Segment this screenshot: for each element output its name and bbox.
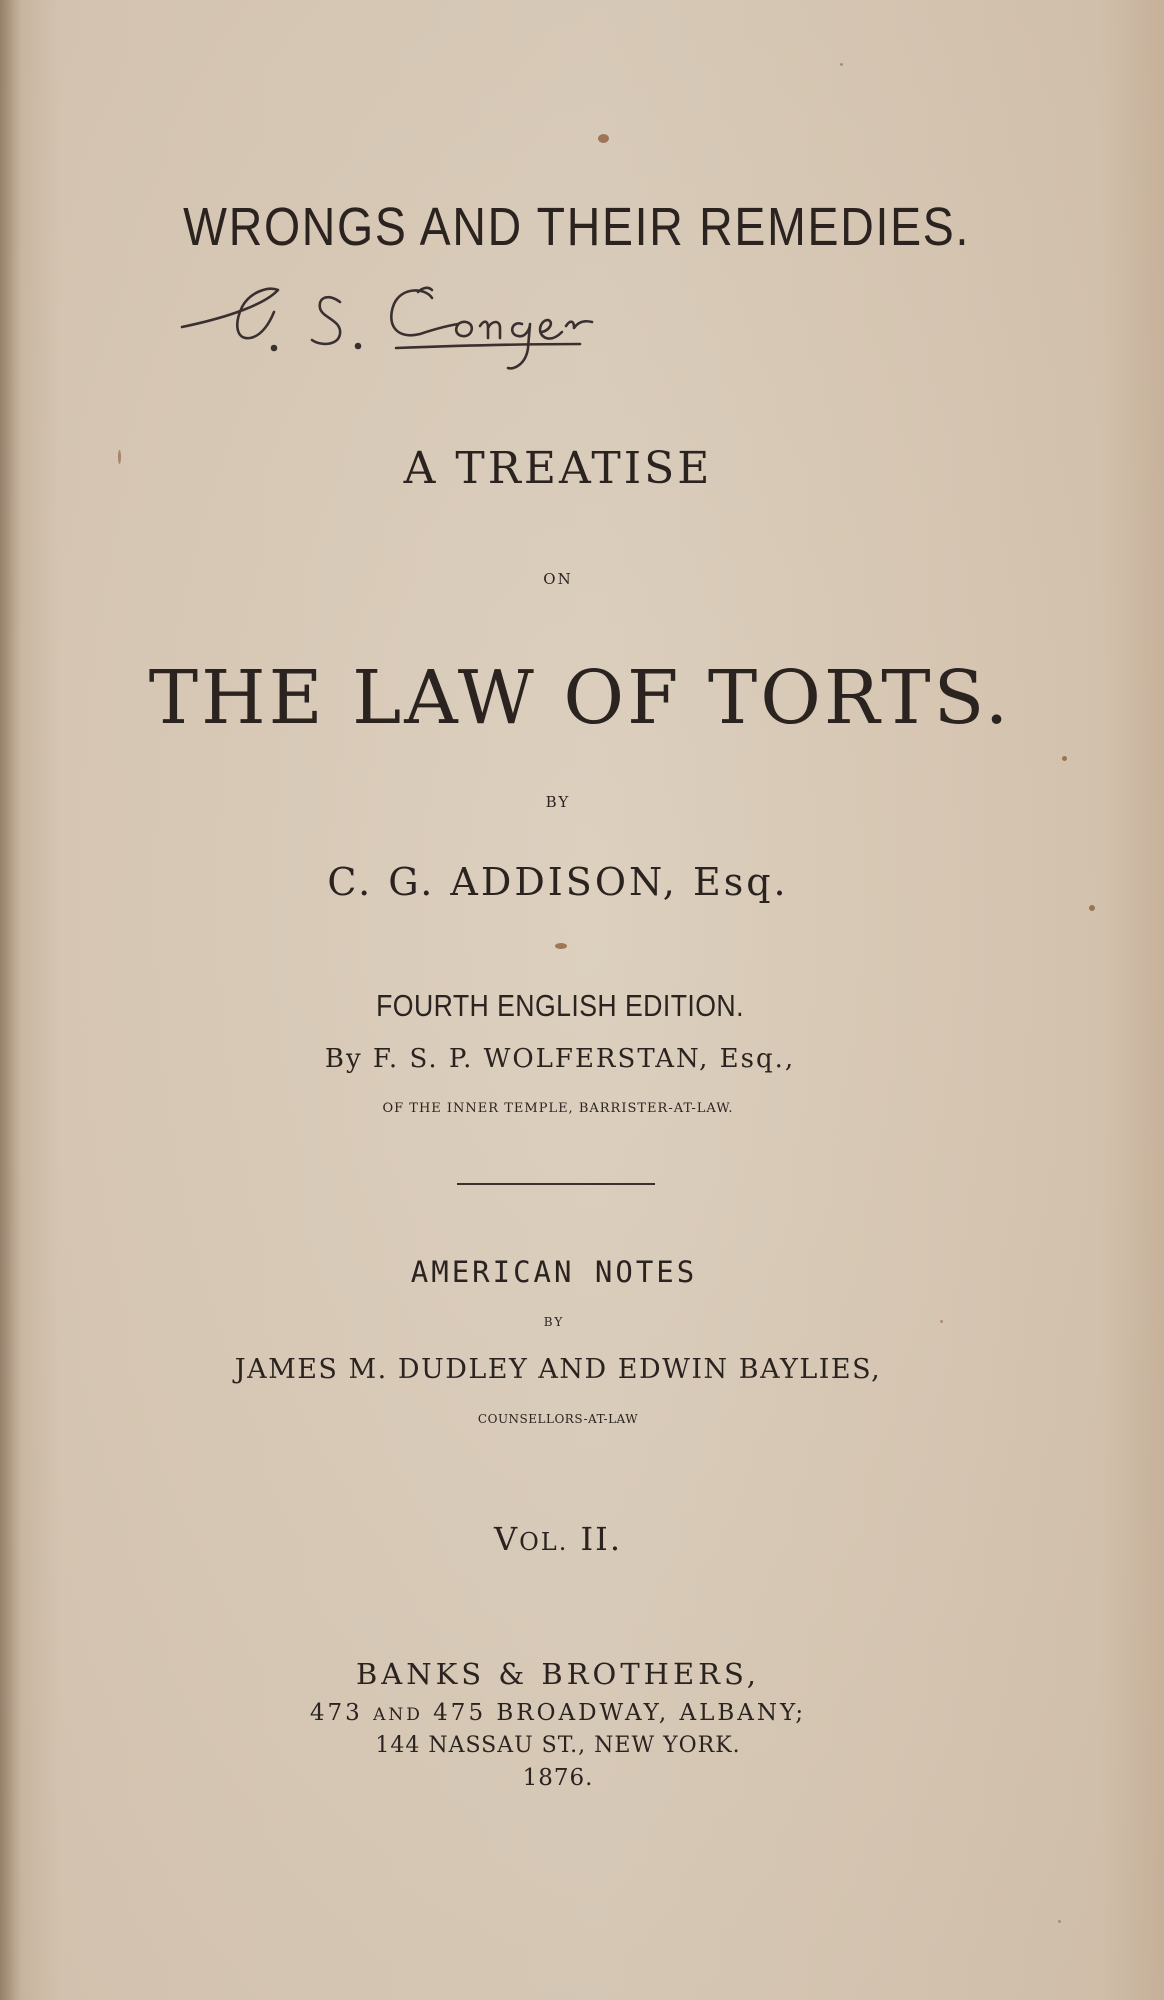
paper-fleck: [1089, 905, 1095, 911]
edition-line: FOURTH ENGLISH EDITION.: [376, 988, 744, 1023]
notes-heading: AMERICAN NOTES: [410, 1255, 698, 1289]
editor-name: F. S. P. WOLFERSTAN,: [372, 1044, 710, 1074]
editor-suffix: Esq.,: [719, 1044, 796, 1074]
address-number: 473: [309, 1700, 363, 1726]
address-rest: 475 BROADWAY, ALBANY;: [433, 1700, 807, 1726]
volume-prefix: V: [494, 1520, 520, 1558]
volume-suffix: OL.: [519, 1528, 569, 1556]
editor-by: By: [324, 1044, 363, 1074]
publisher-name: BANKS & BROTHERS,: [355, 1657, 761, 1691]
paper-fleck: [598, 134, 609, 143]
divider-rule: [457, 1183, 655, 1185]
editor-line: [0, 1044, 1142, 1074]
volume-line: [0, 1520, 1140, 1558]
notes-authors-title: COUNSELLORS-AT-LAW: [477, 1412, 639, 1426]
on-label: ON: [543, 570, 573, 588]
treatise-heading: A TREATISE: [403, 443, 713, 494]
address-and: AND: [373, 1705, 423, 1725]
paper-fleck: [555, 943, 567, 949]
editor-affiliation: OF THE INNER TEMPLE, BARRISTER-AT-LAW.: [382, 1101, 734, 1116]
paper-fleck: [1062, 756, 1067, 761]
handwritten-signature: [170, 262, 710, 382]
paper-fleck: [940, 1320, 943, 1323]
volume-number: II.: [580, 1520, 622, 1558]
series-title: WRONGS AND THEIR REMEDIES.: [183, 197, 971, 257]
publication-year: 1876.: [522, 1765, 594, 1791]
publisher-address-2: 144 NASSAU ST., NEW YORK.: [375, 1733, 741, 1758]
notes-by-label: BY: [543, 1315, 565, 1329]
by-label: BY: [545, 793, 571, 811]
paper-fleck: [840, 63, 843, 66]
main-title: THE LAW OF TORTS.: [148, 655, 1012, 741]
author-name: C. G. ADDISON, Esq.: [327, 860, 789, 904]
notes-authors: JAMES M. DUDLEY AND EDWIN BAYLIES,: [234, 1354, 882, 1385]
publisher-address-1: [0, 1700, 1140, 1726]
paper-fleck: [1058, 1920, 1061, 1923]
paper-fleck: [118, 450, 121, 464]
